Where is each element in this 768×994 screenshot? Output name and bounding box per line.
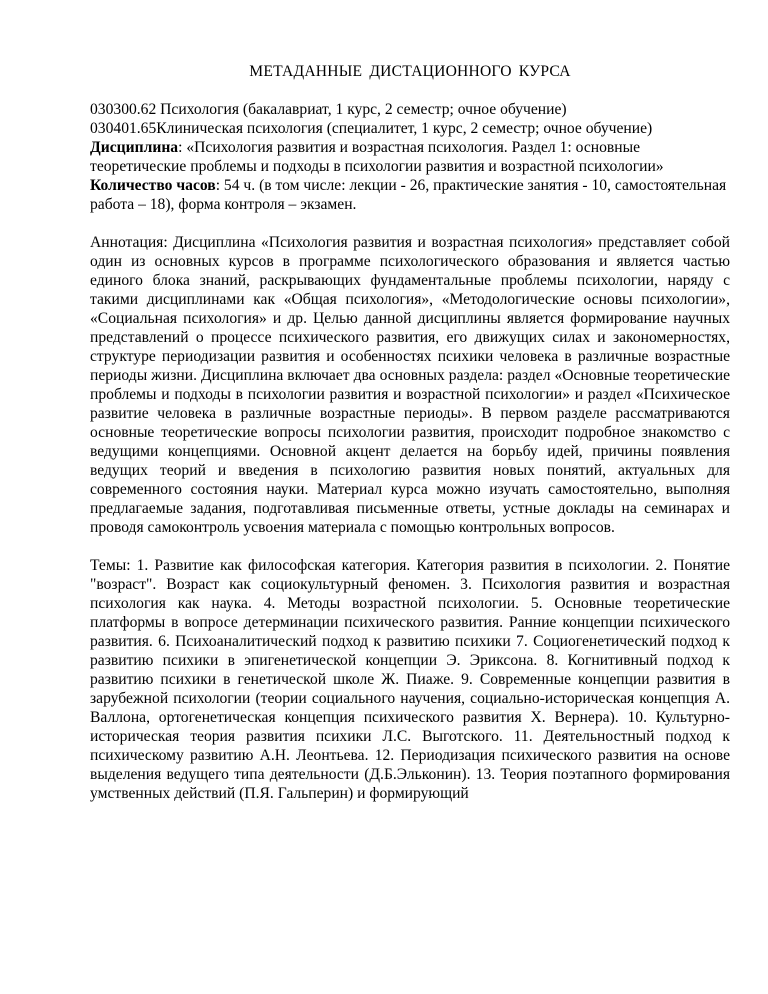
document-title: МЕТАДАННЫЕ ДИСТАЦИОННОГО КУРСА bbox=[249, 63, 571, 80]
spacer bbox=[90, 214, 730, 233]
discipline-text: : «Психология развития и возрастная психология. Раздел 1: основные теоретические проблемы и подходы в психологии развития и возрастной психологии» bbox=[90, 139, 664, 175]
hours-paragraph bbox=[90, 176, 730, 214]
annotation-paragraph: Аннотация: Дисциплина «Психология развития и возрастная психология» представляет собой один из основных курсов в программе психологического образования и является частью единого блока знаний, раскрывающих фундаментальные проблемы психологии, наряду с такими дисциплинами как «Общая психология», «Методологические основы психологии», «Социальная психология» и др. Целью данной дисциплины является формирование научных представлений о процессе психического развития, его движущих силах и закономерностях, структуре периодизации развития и особенностях психики человека в различные возрастные периоды жизни. Дисциплина включает два основных раздела: раздел «Основные теоретические проблемы и подходы в психологии развития и возрастной психологии» и раздел «Психическое развитие человека в различные возрастные периоды». В первом разделе рассматриваются основные теоретические вопросы психологии развития, происходит подробное знакомство с ведущими концепциями. Основной акцент делается на борьбу идей, причины появления ведущих теорий и введения в психологию развития новых понятий, актуальных для современного состояния науки. Материал курса можно изучать самостоятельно, выполняя предлагаемые задания, подготавливая письменные ответы, устные доклады на семинарах и проводя самоконтроль усвоения материала с помощью контрольных вопросов. bbox=[90, 234, 730, 536]
program-line-2: 030401.65Клиническая психология (специалитет, 1 курс, 2 семестр; очное обучение) bbox=[90, 120, 653, 137]
spacer bbox=[90, 537, 730, 556]
program-line-1: 030300.62 Психология (бакалавриат, 1 курс, 2 семестр; очное обучение) bbox=[90, 101, 567, 118]
document-page bbox=[90, 62, 730, 803]
discipline-label: Дисциплина bbox=[90, 139, 179, 156]
hours-label: Количество часов bbox=[90, 177, 216, 194]
hours-text: : 54 ч. (в том числе: лекции - 26, практические занятия - 10, самостоятельная работа – 18), форма контроля – экзамен. bbox=[90, 177, 727, 213]
discipline-paragraph bbox=[90, 138, 730, 176]
topics-paragraph: Темы: 1. Развитие как философская категория. Категория развития в психологии. 2. Понятие "возраст". Возраст как социокультурный феномен. 3. Психология развития и возрастная психология как наука. 4. Методы возрастной психологии. 5. Основные теоретические платформы в вопросе детерминации психического развития. Ранние концепции психического развития. 6. Психоаналитический подход к развитию психики 7. Социогенетический подход к развитию психики в эпигенетической концепции Э. Эриксона. 8. Когнитивный подход к развитию психики в генетической школе Ж. Пиаже. 9. Современные концепции развития в зарубежной психологии (теории социального научения, социально-историческая концепция А. Валлона, ортогенетическая концепция психического развития Х. Вернера). 10. Культурно-историческая теория развития психики Л.С. Выготского. 11. Деятельностный подход к психическому развитию А.Н. Леонтьева. 12. Периодизация психического развития на основе выделения ведущего типа деятельности (Д.Б.Эльконин). 13. Теория поэтапного формирования умственных действий (П.Я. Гальперин) и формирующий bbox=[90, 557, 730, 802]
